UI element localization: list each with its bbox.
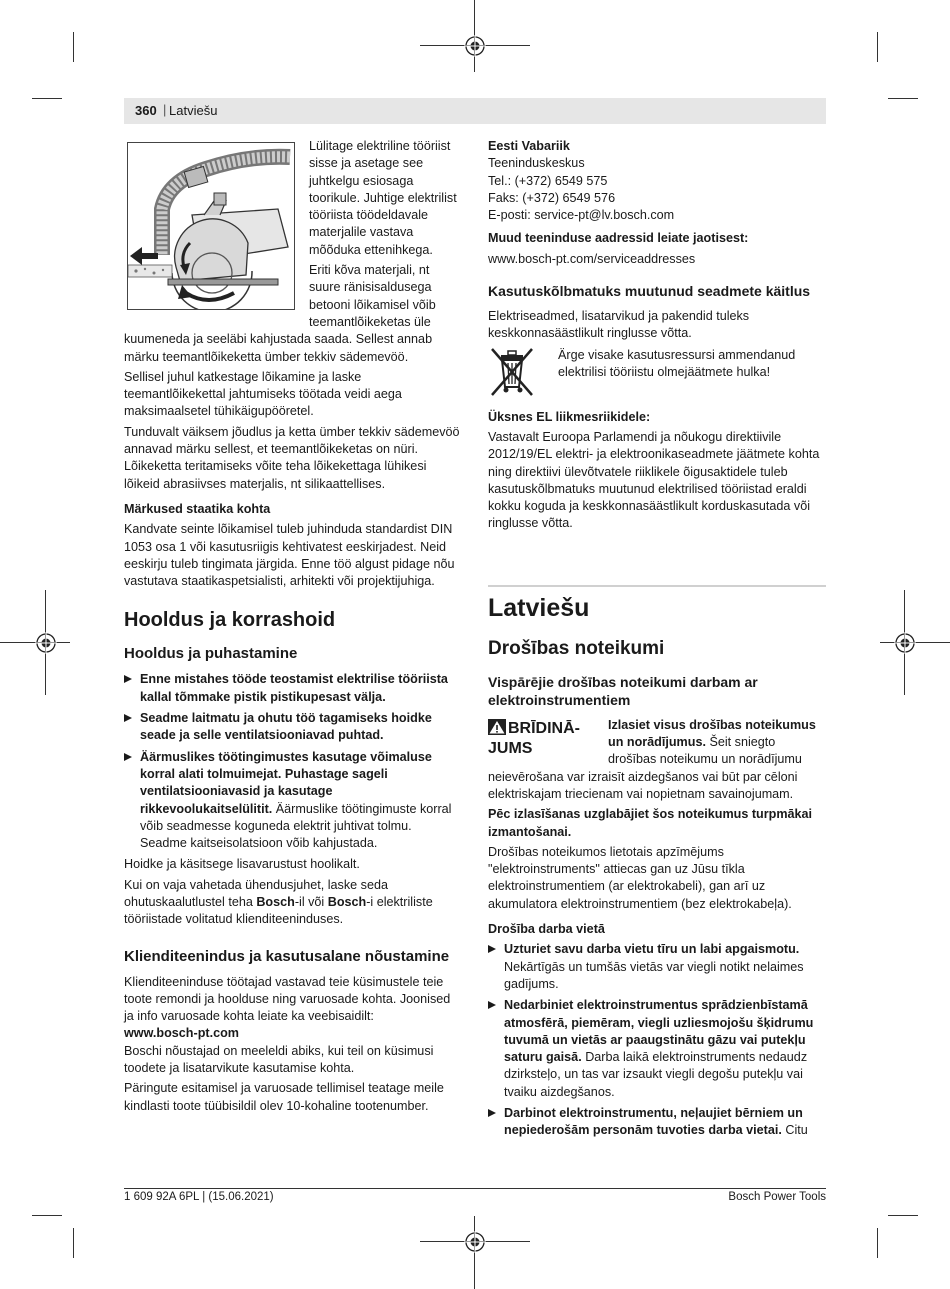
advice-paragraph: Boschi nõustajad on meeleldi abiks, kui teil on küsimusi toodete ja lisatarvikute kasutamise kohta. <box>124 1043 434 1076</box>
bullet-triangle-icon <box>124 675 132 683</box>
work-area-heading: Drošība darba vietā <box>488 922 605 937</box>
cord-text-3: -i elektriliste tööriistade volitatud klienditeeninduses. <box>124 894 433 927</box>
disposal-paragraph: Elektriseadmed, lisatarvikud ja pakendid tuleks keskkonnasäästlikult ringlusse võtta. <box>488 309 750 341</box>
footer-rule <box>124 1188 826 1189</box>
contact-center: Teeninduskeskus <box>488 156 585 171</box>
contact-phone: Tel.: (+372) 6549 575 <box>488 173 608 188</box>
list-item <box>124 710 462 745</box>
eu-heading: Üksnes EL liikmesriikidele: <box>488 409 651 424</box>
sparks-paragraph: Sellisel juhul katkestage lõikamine ja laske teemantlõikekettal jahtumiseks töötada veidi aega maksimaalsetel tühikäigupööretel. <box>124 369 402 419</box>
registration-mark-bottom-icon <box>464 1231 486 1253</box>
warning-triangle-icon <box>488 719 506 735</box>
cutting-illustration <box>127 142 295 310</box>
crop-mark-bottom-right-h <box>888 1215 918 1216</box>
crop-mark-bottom-left <box>73 1228 74 1258</box>
crop-mark-top-left <box>73 32 74 62</box>
static-heading: Märkused staatika kohta <box>124 501 271 516</box>
list-item <box>488 997 826 1101</box>
page-number: 360 <box>135 103 157 118</box>
bullet-triangle-icon <box>124 714 132 722</box>
footer-brand: Bosch Power Tools <box>728 1191 826 1203</box>
list-item-bold-text: Uzturiet savu darba vietu tīru un labi apgaismotu. <box>504 942 800 957</box>
footer-doc-id: 1 609 92A 6PL | (15.06.2021) <box>124 1191 274 1203</box>
bullet-triangle-icon <box>488 1109 496 1117</box>
cord-paragraph <box>124 877 462 929</box>
service-addresses-link[interactable]: www.bosch-pt.com/serviceaddresses <box>488 251 696 266</box>
weee-notice <box>488 347 826 397</box>
warning-block <box>488 717 826 806</box>
disposal-heading: Kasutuskõlbmatuks muutunud seadmete käitlus <box>488 283 811 300</box>
accessories-paragraph: Hoidke ja käsitsege lisavarustust hoolikalt. <box>124 857 360 872</box>
contact-block <box>488 138 826 224</box>
crop-mark-top-right-h <box>888 98 918 99</box>
list-item-text: Citu <box>781 1123 808 1138</box>
registration-mark-right-icon <box>894 632 916 654</box>
contact-email[interactable]: E-posti: service-pt@lv.bosch.com <box>488 208 675 223</box>
bullet-triangle-icon <box>124 753 132 761</box>
cord-text-2: -il või <box>294 894 328 909</box>
contact-fax: Faks: (+372) 6549 576 <box>488 190 616 205</box>
registration-mark-top-icon <box>464 35 486 57</box>
general-safety-heading: Vispārējie drošības noteikumi darbam ar elektroinstrumentiem <box>488 673 758 708</box>
weee-text: Ärge visake kasutusressursi ammendanud elektrilisi tööriistu olmejäätmete hulka! <box>558 347 796 379</box>
left-column <box>124 138 462 1118</box>
blunt-disc-paragraph: Tunduvalt väiksem jõudlus ja ketta ümber tekkiv sädemevöö annavad märku sellest, et teemantlõikeketas on nüri. Lõikeketta teritamiseks võite teha lõikekettaga lühikesi lõikeid abrasiivses materjalis, nt silikaattellises. <box>124 424 460 491</box>
cord-text-1: Kui on vaja vahetada ühendusjuhet, laske seda ohutuskaalutlustel teha <box>124 877 388 909</box>
warning-word-2: JUMS <box>488 739 533 757</box>
more-addresses-heading: Muud teeninduse aadressid leiate jaotisest: <box>488 231 749 246</box>
crop-mark-bottom-left-h <box>32 1215 62 1216</box>
term-paragraph: Drošības noteikumos lietotais apzīmējums "elektroinstruments" attiecas gan uz Jūsu tīkla elektroinstrumentiem (ar elektrokabeli), gan arī uz akumulatora elektroinstrumentiem (bez elektrokabeļa). <box>488 844 792 911</box>
section-divider <box>488 585 826 587</box>
warning-word-1: BRĪDINĀ- <box>508 719 580 737</box>
bosch-url-link[interactable]: www.bosch-pt.com <box>124 1026 239 1041</box>
maintenance-heading: Hooldus ja korrashoid <box>124 609 336 632</box>
registration-mark-left-icon <box>35 632 57 654</box>
list-item <box>124 749 462 853</box>
service-paragraph <box>124 974 462 1043</box>
crop-mark-top-left-h <box>32 98 62 99</box>
contact-country: Eesti Vabariik <box>488 139 570 153</box>
service-heading: Klienditeenindus ja kasutusalane nõustamine <box>124 947 450 965</box>
safety-heading: Drošības noteikumi <box>488 637 665 659</box>
service-text: Klienditeeninduse töötajad vastavad teie küsimustele teie toote remondi ja hoolduse ning varuosade kohta. Joonised ja info varuosade kohta leiate ka veebisaidilt: <box>124 974 451 1024</box>
warning-label <box>488 719 600 759</box>
eu-paragraph: Vastavalt Euroopa Parlamendi ja nõukogu direktiivile 2012/19/EL elektri- ja elektroonikaseadmete jäätmete kohta ning direktiivi ülevõtvatele riiklikele õigusaktidele tuleb kasutuskõlbmatuks muutunud elektrilised tööriistad eraldi kokku koguda ja keskkonnasäästlikult korduskasutada või ringlusse võtta. <box>488 429 820 531</box>
list-item-bold-text: Darbinot elektroinstrumentu, neļaujiet bērniem un nepiederošām personām tuvoties darba vietai. <box>504 1105 803 1138</box>
order-paragraph: Päringute esitamisel ja varuosade tellimisel teatage meile kindlasti toote tüübisildil olev 10-kohaline tootenumber. <box>124 1081 444 1113</box>
warning-bold-text: Izlasiet visus drošības noteikumus un norādījumus. <box>608 717 816 750</box>
list-item-text: Darba laikā elektroinstruments nedaudz dzirksteļo, un tas var izsaukt viegli degošu putekļu vai tvaiku aizdegšanos. <box>504 1050 808 1099</box>
cleaning-heading: Hooldus ja puhastamine <box>124 645 298 663</box>
crop-mark-top-right <box>877 32 878 62</box>
right-column <box>488 138 826 1144</box>
list-item <box>488 941 826 993</box>
bullet-triangle-icon <box>488 945 496 953</box>
warning-rest-text: Šeit sniegto drošības noteikumu un norādījumu neievērošana var izraisīt aizdegšanos vai būt par cēloni elektriskajam triecienam vai nopietnam savainojumam. <box>488 735 802 801</box>
brand-name: Bosch <box>327 894 367 909</box>
maintenance-list <box>124 671 462 852</box>
work-area-list <box>488 941 826 1139</box>
intro-paragraph-2: Eriti kõva materjali, nt suure ränisisaldusega betooni lõikamisel võib teemantlõikeketas üle kuumeneda ja seeläbi kahjustada saada. Sellest annab märku teemantlõikeketta ümber tekkiv sädemevöö. <box>124 263 436 364</box>
brand-name: Bosch <box>256 894 295 909</box>
list-item-bold-text: Äärmuslikes töötingimustes kasutage võimaluse korral alati tolmuimejat. Puhastage sageli ventilatsiooniavasid ja kasutage rikkevoolukaitselülitit. <box>140 749 432 816</box>
list-item-text: Äärmuslike töötingimuste korral võib seadmesse koguneda elektrit juhtivat tolmu. Seadme kaitseisolatsioon võib kahjustada. <box>140 801 452 851</box>
list-item-text: Seadme laitmatu ja ohutu töö tagamiseks hoidke seade ja selle ventilatsiooniavad puhtad. <box>140 711 432 743</box>
crop-mark-bottom-right <box>877 1228 878 1258</box>
header-separator: | <box>163 102 167 117</box>
list-item-text: Nekārtīgās un tumšās vietās var viegli notikt nelaimes gadījums. <box>504 959 804 991</box>
intro-paragraph-1: Lülitage elektriline tööriist sisse ja asetage see juhtkelgu esiosaga toorikule. Juhtige elektrilist tööriista töödeldavale materjalile vastava mõõduka ettenihkega. <box>309 139 457 257</box>
grinder-with-guide-sled-icon <box>128 143 294 309</box>
static-paragraph: Kandvate seinte lõikamisel tuleb juhinduda standardist DIN 1053 osa 1 või kasutusriigis kehtivatest eeskirjadest. Neid eeskirju tuleb tingimata järgida. Enne töö algust pidage nõu vastutava staatikaspetsialisti, arhitekti või projektijuhiga. <box>124 522 455 589</box>
list-item <box>124 671 462 706</box>
list-item-text: Enne mistahes tööde teostamist elektrilise tööriista kallal tõmmake pistik pistikupesast välja. <box>140 672 448 704</box>
list-item-bold-text: Nedarbiniet elektroinstrumentus sprādzienbīstamā atmosfērā, piemēram, viegli uzliesmojošu šķidrumu tuvumā un vietās ar paaugstinātu gāzu vai putekļu saturu gaisā. <box>504 998 814 1065</box>
crossed-out-bin-icon <box>488 347 536 397</box>
page-header <box>124 98 826 124</box>
header-language: Latviešu <box>169 103 218 118</box>
keep-instructions: Pēc izlasīšanas uzglabājiet šos noteikumus turpmākai izmantošanai. <box>488 807 813 839</box>
bullet-triangle-icon <box>488 1001 496 1009</box>
list-item <box>488 1105 826 1140</box>
latvian-section-title: Latviešu <box>488 593 590 622</box>
